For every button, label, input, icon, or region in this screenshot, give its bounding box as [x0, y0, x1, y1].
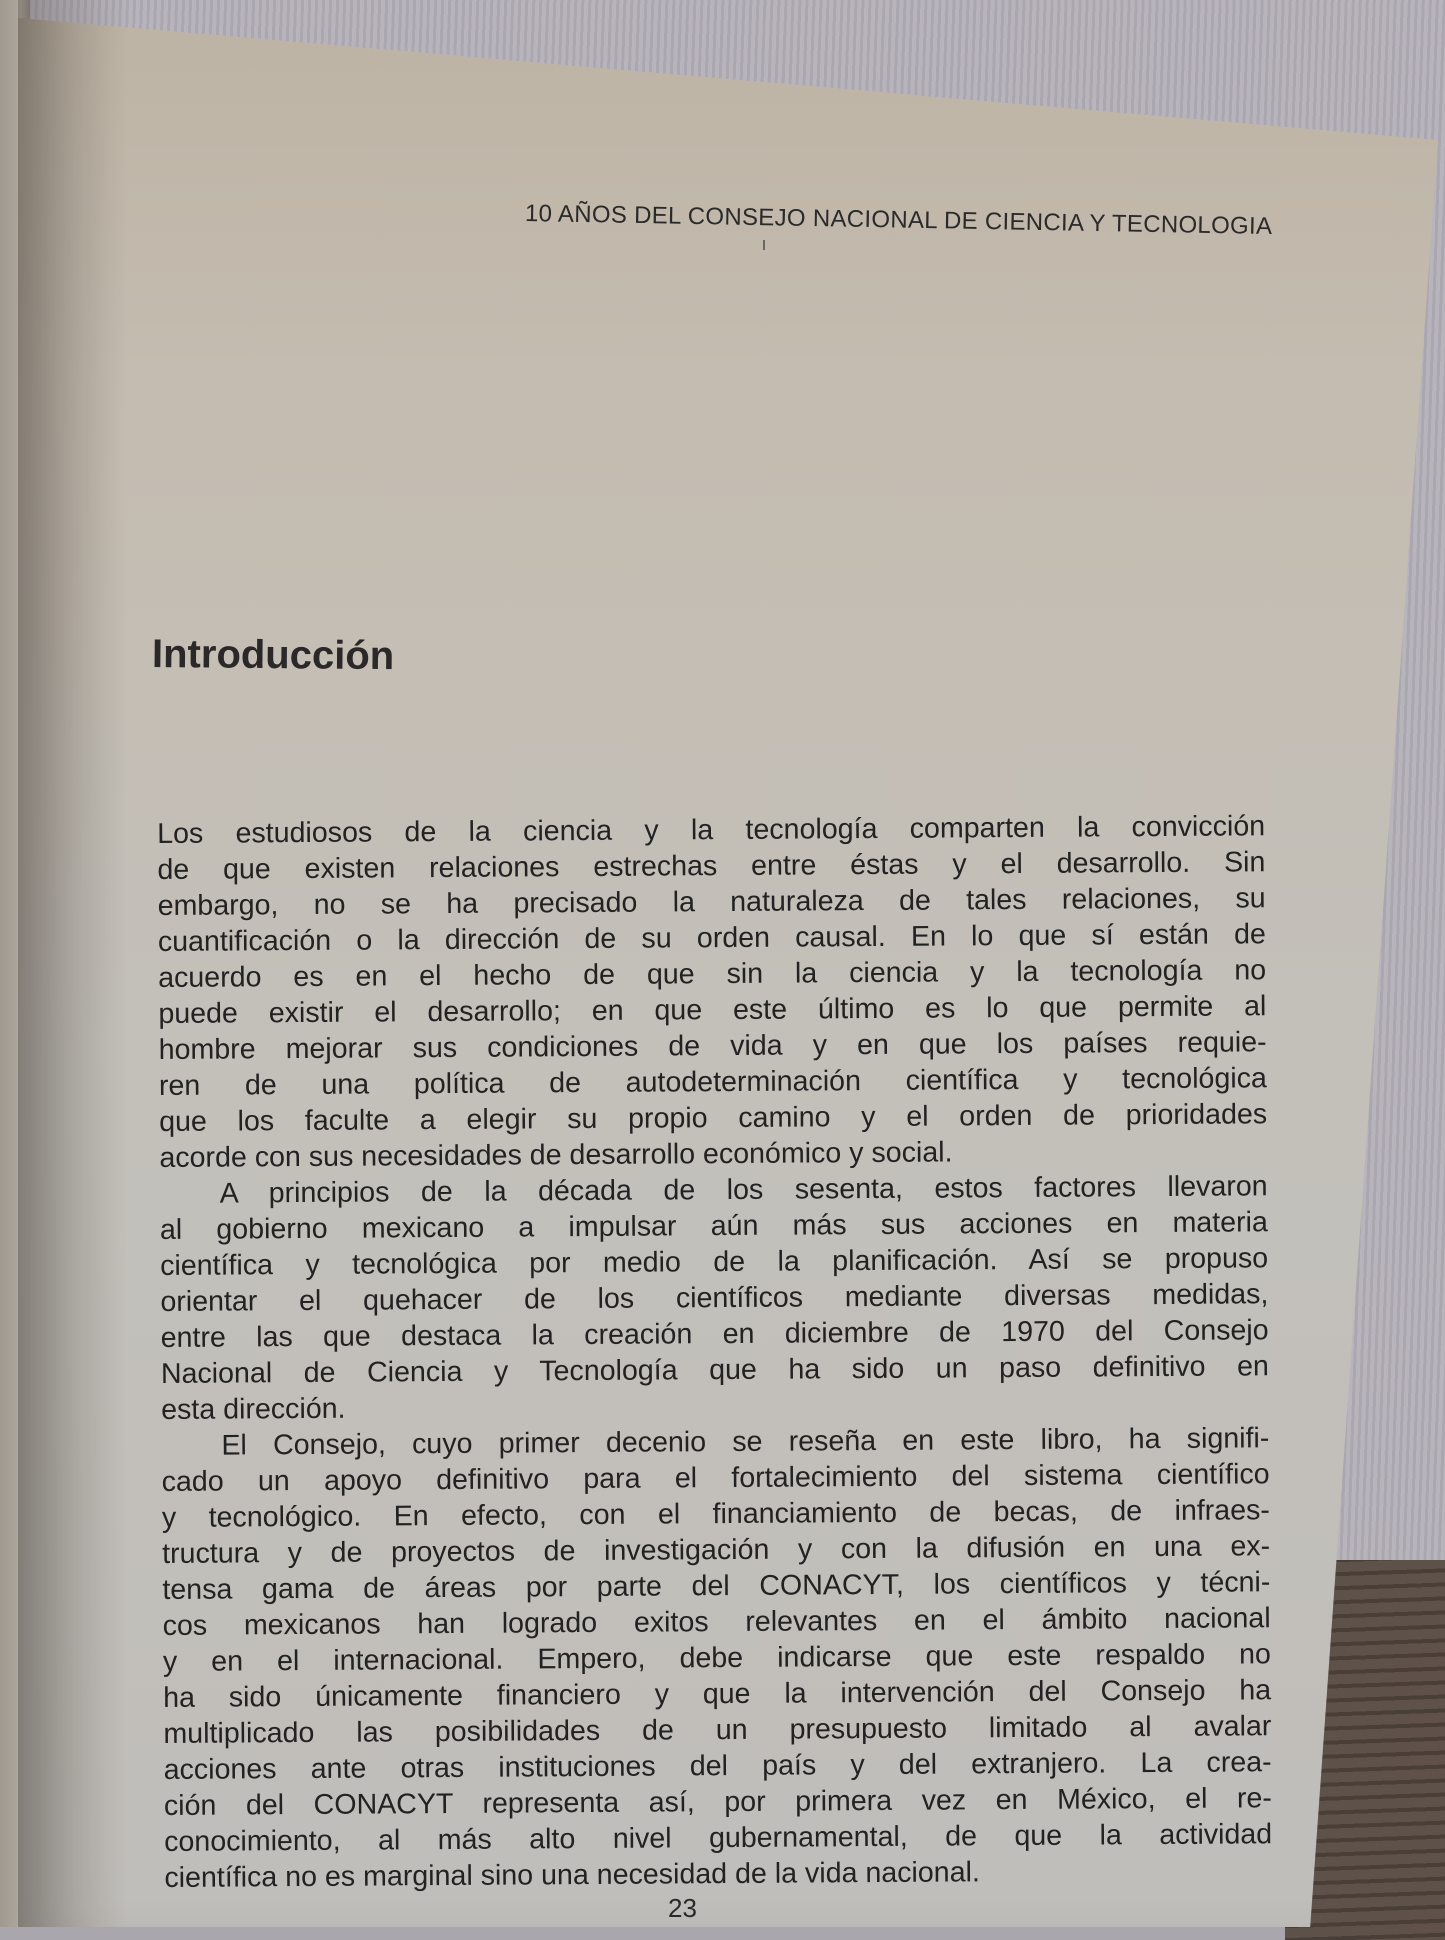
- text-line: orientar el quehacer de los científicos mediante diversas medidas,: [160, 1278, 1269, 1318]
- text-line: de que existen relaciones estrechas entre éstas y el desarrollo. Sin: [157, 846, 1266, 886]
- body-text: [157, 808, 1273, 1896]
- text-line: conocimiento, al más alto nivel gubernamental, de que la actividad: [164, 1818, 1273, 1858]
- text-line: cuantificación o la dirección de su orden causal. En lo que sí están de: [157, 918, 1266, 958]
- page-number: 23: [668, 1893, 697, 1923]
- text-line: ren de una política de autodeterminación científica y tecnológica: [158, 1062, 1267, 1102]
- text-line: y tecnológico. En efecto, con el financiamiento de becas, de infraes-: [161, 1494, 1270, 1534]
- text-line: cos mexicanos han logrado exitos relevantes en el ámbito nacional: [162, 1602, 1271, 1642]
- paragraph-3: [161, 1420, 1272, 1896]
- chapter-title: Introducción: [151, 632, 395, 679]
- text-line: acorde con sus necesidades de desarrollo económico y social.: [159, 1136, 953, 1174]
- text-line: embargo, no se ha precisado la naturaleza de tales relaciones, su: [157, 882, 1266, 922]
- running-head: 10 AÑOS DEL CONSEJO NACIONAL DE CIENCIA Y TECNOLOGIA: [524, 200, 1273, 241]
- text-line: y en el internacional. Empero, debe indicarse que este respaldo no: [162, 1638, 1271, 1678]
- text-line: esta dirección.: [161, 1392, 346, 1426]
- text-line: acciones ante otras instituciones del país y del extranjero. La crea-: [163, 1746, 1272, 1786]
- text-line: que los faculte a elegir su propio camino y el orden de prioridades: [159, 1098, 1268, 1138]
- text-line: puede existir el desarrollo; en que este último es lo que permite al: [158, 990, 1267, 1030]
- text-line: El Consejo, cuyo primer decenio se reseña en este libro, ha signifi-: [221, 1422, 1270, 1462]
- paragraph-2: [160, 1168, 1270, 1428]
- text-line: hombre mejorar sus condiciones de vida y en que los países requie-: [158, 1026, 1267, 1066]
- text-line: Nacional de Ciencia y Tecnología que ha sido un paso definitivo en: [160, 1350, 1269, 1390]
- text-line: acuerdo es en el hecho de que sin la ciencia y la tecnología no: [158, 954, 1267, 994]
- text-line: tensa gama de áreas por parte del CONACYT, los científicos y técni-: [162, 1566, 1271, 1606]
- text-line: científica y tecnológica por medio de la planificación. Así se propuso: [160, 1242, 1269, 1282]
- text-line: científica no es marginal sino una necesidad de la vida nacional.: [164, 1856, 980, 1894]
- paragraph-1: [157, 808, 1267, 1176]
- text-line: ha sido únicamente financiero y que la intervención del Consejo ha: [163, 1674, 1272, 1714]
- text-line: entre las que destaca la creación en diciembre de 1970 del Consejo: [160, 1314, 1269, 1354]
- print-mark: [763, 240, 765, 250]
- text-line: tructura y de proyectos de investigación y con la difusión en una ex-: [162, 1530, 1271, 1570]
- text-line: cado un apoyo definitivo para el fortalecimiento del sistema científico: [161, 1458, 1270, 1498]
- text-line: A principios de la década de los sesenta, estos factores llevaron: [219, 1170, 1268, 1210]
- text-line: al gobierno mexicano a impulsar aún más sus acciones en materia: [159, 1206, 1268, 1246]
- text-line: Los estudiosos de la ciencia y la tecnología comparten la convicción: [157, 810, 1266, 850]
- text-line: multiplicado las posibilidades de un presupuesto limitado al avalar: [163, 1710, 1272, 1750]
- text-line: ción del CONACYT representa así, por primera vez en México, el re-: [163, 1782, 1272, 1822]
